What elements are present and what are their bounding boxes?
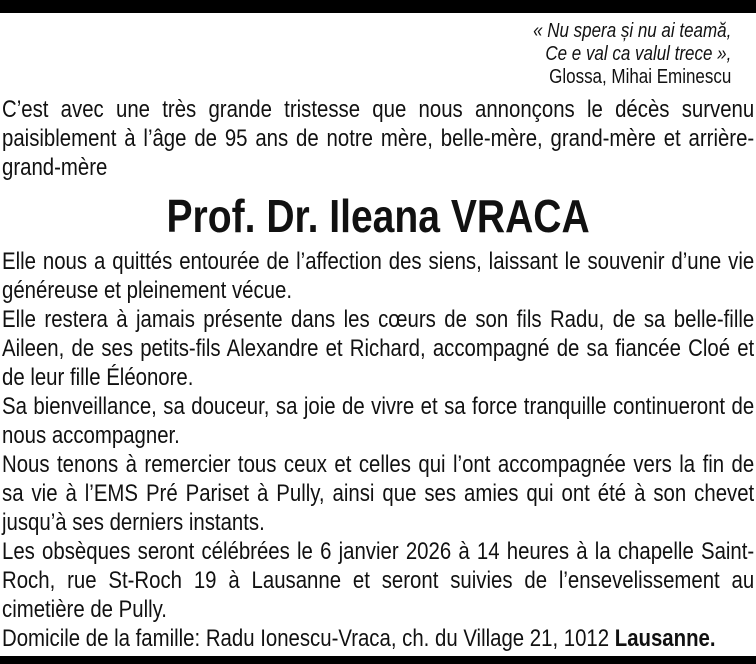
top-border-rule: [0, 0, 756, 13]
thanks-paragraph: Nous tenons à remercier tous ceux et celles qui l’ont accompagnée vers la fin de sa vie à l’EMS Pré Pariset à Pully, ainsi que ses amies qui ont été à son chevet jusqu’à ses derniers instants.: [2, 451, 755, 536]
tribute-paragraph-1: Elle nous a quittés entourée de l’affection des siens, laissant le souvenir d’une vie généreuse et pleinement vécue.: [2, 248, 755, 304]
funeral-details-paragraph: Les obsèques seront célébrées le 6 janvier 2026 à 14 heures à la chapelle Saint-Roch, rue St-Roch 19 à Lausanne et seront suivies de l’ensevelissement au cimetière de Pully.: [2, 538, 755, 623]
announcement-paragraph: C’est avec une très grande tristesse que nous annonçons le décès survenu paisiblement à l’âge de 95 ans de notre mère, belle-mère, grand-mère et arrière-grand-mère: [2, 96, 755, 181]
family-home-line: [2, 624, 754, 653]
family-home-city: Lausanne.: [614, 625, 716, 652]
deceased-name: Prof. Dr. Ileana VRACA: [166, 190, 590, 242]
family-home-text: Domicile de la famille: Radu Ionescu-Vraca, ch. du Village 21, 1012: [2, 625, 615, 652]
bottom-border-rule: [0, 656, 756, 664]
epigraph-line-2: Ce e val ca valul trece »,: [545, 43, 732, 65]
notice-content: [2, 13, 754, 653]
epigraph-attribution: Glossa, Mihai Eminescu: [549, 66, 732, 88]
epigraph-line-1: « Nu spera și nu ai teamă,: [533, 20, 732, 42]
family-paragraph: Elle restera à jamais présente dans les cœurs de son fils Radu, de sa belle-fille Aileen, de ses petits-fils Alexandre et Richard, accompagné de sa fiancée Cloé et de leur fille Éléonore.: [2, 306, 755, 391]
tribute-paragraph-2: Sa bienveillance, sa douceur, sa joie de vivre et sa force tranquille continueront de nous accompagner.: [2, 393, 755, 449]
epigraph: [2, 20, 754, 89]
